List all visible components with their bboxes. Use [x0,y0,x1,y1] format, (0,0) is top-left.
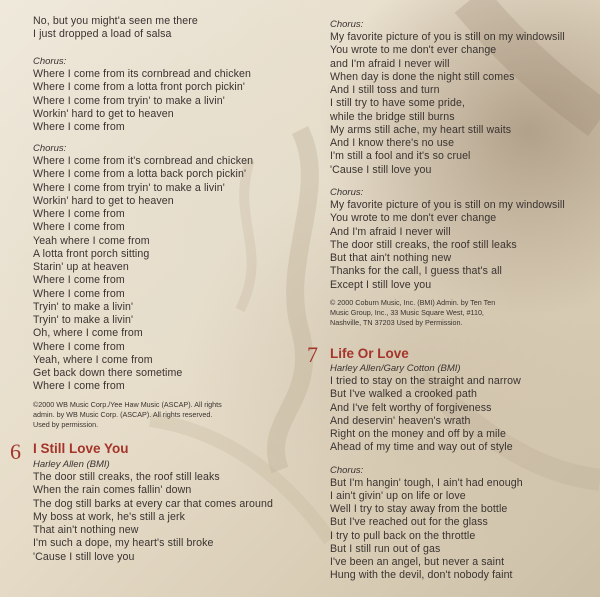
lyric-line: I'm such a dope, my heart's still broke [33,537,214,550]
lyric-line: And I'm afraid I never will [330,225,451,238]
lyric-line: My favorite picture of you is still on my windowsill [330,199,565,211]
lyric-line: I'm still a fool and it's so cruel [330,150,471,163]
lyric-line: Where I come from it's cornbread and chicken [33,155,254,167]
lyric-line: Tryin' to make a livin' [33,300,134,313]
copyright-line: Nashville, TN 37203 Used by Permission. [330,318,463,328]
lyric-line: Where I come from [33,340,125,353]
copyright-notice [330,298,495,329]
lyric-line: Where I come from tryin' to make a livin' [33,94,225,107]
lyric-line: But I've walked a crooked path [330,388,477,401]
song-block [33,458,273,564]
lyric-line: Hung with the devil, don't nobody faint [330,569,513,582]
copyright-line: admin. by WB Music Corp. (ASCAP). All rights reserved. [33,410,213,420]
lyric-line: while the bridge still burns [330,110,455,123]
lyric-line: But that ain't nothing new [330,252,452,264]
copyright-line: Music Group, Inc., 33 Music Square West, #110, [330,308,484,318]
lyric-line: Well I try to stay away from the bottle [330,503,508,515]
lyric-line: Where I come from [33,121,125,133]
lyric-line: and I'm afraid I never will [330,57,450,70]
copyright-notice [33,400,222,431]
lyric-line: Tryin' to make a livin' [33,314,134,326]
lyric-line: The door still creaks, the roof still leaks [33,471,220,483]
lyric-line: And I still toss and turn [330,84,440,96]
lyric-line: I still try to have some pride, [330,97,465,110]
copyright-line: © 2000 Coburn Music, Inc. (BMI) Admin. by Ten Ten [330,298,496,307]
lyric-line: Where I come from [33,208,125,220]
lyric-line: Where I come from a lotta front porch pickin' [33,81,246,94]
lyric-line: I tried to stay on the straight and narrow [330,375,521,387]
lyric-line: Get back down there sometime [33,367,183,379]
lyric-line: But I still run out of gas [330,542,441,555]
chorus-block [330,186,565,292]
lyric-line: Yeah, where I come from [33,353,153,366]
chorus-label: Chorus: [330,464,364,476]
lyric-line: 'Cause I still love you [33,550,135,563]
lyric-line: Ahead of my time and way out of style [330,441,513,454]
lyric-line: Where I come from [33,380,125,393]
chorus-label: Chorus: [33,56,67,67]
songwriter-credit: Harley Allen (BMI) [33,459,110,470]
lyric-line: When day is done the night still comes [330,70,515,83]
lyric-line: And I know there's no use [330,137,455,149]
song-title: I Still Love You [33,441,129,456]
lyric-line: A lotta front porch sitting [33,247,150,260]
chorus-label: Chorus: [330,187,364,198]
song-title: Life Or Love [330,346,409,361]
lyric-line: Where I come from [33,221,125,234]
lyric-line: My arms still ache, my heart still waits [330,123,512,136]
copyright-line: Used by permission. [33,420,99,430]
lyric-line: You wrote to me don't ever change [330,212,497,225]
lyric-line: Workin' hard to get to heaven [33,194,174,207]
lyric-line: Thanks for the call, I guess that's all [330,265,502,278]
lyric-line: Starin' up at heaven [33,261,129,273]
lyric-line: I just dropped a load of salsa [33,28,172,41]
lyric-line: I ain't givin' up on life or love [330,489,466,502]
lyric-line: When the rain comes fallin' down [33,484,192,497]
intro-lines [33,15,198,42]
chorus-block [330,18,565,177]
lyric-line: But I've reached out for the glass [330,516,488,529]
lyric-line: 'Cause I still love you [330,163,432,176]
track-number: 7 [307,342,318,367]
chorus-label: Chorus: [33,143,67,154]
lyric-line: Where I come from [33,274,125,287]
lyric-line: Yeah where I come from [33,234,150,247]
lyric-line: Right on the money and off by a mile [330,428,506,440]
lyric-line: I try to pull back on the throttle [330,529,476,542]
lyric-line: Where I come from tryin' to make a livin' [33,181,225,194]
lyric-line: I've been an angel, but never a saint [330,556,505,568]
lyric-line: And deservin' heaven's wrath [330,414,471,427]
track-number: 6 [10,439,21,464]
lyric-line: The dog still barks at every car that comes around [33,497,273,510]
lyric-line: The door still creaks, the roof still leaks [330,238,517,251]
lyric-line: No, but you might'a seen me there [33,15,198,27]
lyric-line: Oh, where I come from [33,327,143,340]
lyric-line: My boss at work, he's still a jerk [33,510,186,523]
lyric-line: And I've felt worthy of forgiveness [330,401,492,414]
chorus-block [33,55,251,134]
lyric-line: Where I come from [33,287,125,300]
chorus-label: Chorus: [330,19,364,30]
chorus-block [33,142,253,394]
lyric-line: That ain't nothing new [33,524,139,536]
lyric-line: Where I come from its cornbread and chicken [33,68,252,80]
lyric-line: You wrote to me don't ever change [330,44,497,57]
lyric-line: But I'm hangin' tough, I ain't had enough [330,476,523,489]
song-block [330,362,523,583]
lyric-line: Workin' hard to get to heaven [33,107,174,120]
songwriter-credit: Harley Allen/Gary Cotton (BMI) [330,363,461,374]
lyric-line: Where I come from a lotta back porch pickin' [33,168,247,181]
copyright-line: ©2000 WB Music Corp./Yee Haw Music (ASCAP). All rights [33,400,222,409]
lyric-line: My favorite picture of you is still on my windowsill [330,31,565,43]
lyric-line: Except I still love you [330,278,432,291]
